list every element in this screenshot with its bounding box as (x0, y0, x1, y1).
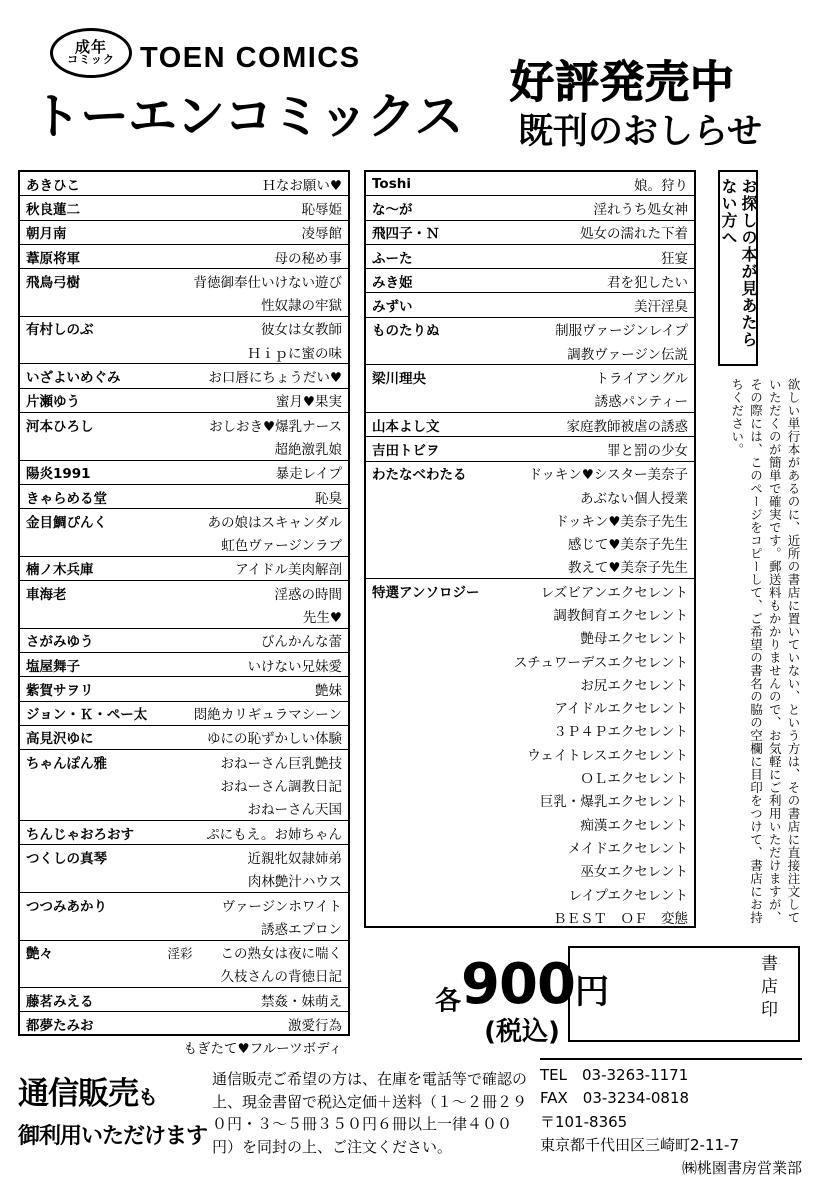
mailorder-headline-mo: も (138, 1085, 157, 1109)
catalog-column-left (18, 170, 350, 1058)
catalog-author: 有村しのぶ (26, 322, 94, 339)
catalog-title: 教えて♥美奈子先生 (499, 555, 694, 579)
catalog-author: さがみゆう (20, 628, 153, 652)
catalog-title: いけない兄妹愛 (153, 652, 348, 676)
vertical-notice-box (718, 170, 758, 366)
catalog-author (366, 905, 499, 928)
catalog-row (20, 677, 348, 701)
catalog-author (366, 602, 499, 625)
catalog-title: レイプエクセレント (568, 887, 688, 904)
catalog-row (20, 701, 348, 725)
catalog-title-prefix: 淫彩 (167, 946, 193, 962)
bookstore-stamp-label: 書店印 (757, 954, 777, 1023)
catalog-title: 蜜月♥果実 (153, 388, 348, 412)
price-amount: 900 (461, 952, 575, 1017)
catalog-author (366, 859, 499, 882)
catalog-author: いざよいめぐみ (20, 364, 153, 388)
catalog-row (20, 509, 348, 533)
catalog-row (366, 765, 694, 788)
catalog-author: 紫賀サヲリ (20, 677, 153, 701)
catalog-title: Ｈなお願い♥ (153, 172, 348, 196)
catalog-row (20, 821, 348, 845)
catalog-row (20, 244, 348, 268)
catalog-author: みずい (366, 293, 499, 317)
catalog-row (366, 812, 694, 835)
catalog-title: ドッキン♥美奈子先生 (555, 513, 688, 530)
catalog-title: Ｈｉｐに蜜の味 (153, 340, 348, 364)
catalog-row (20, 484, 348, 508)
catalog-row (366, 649, 694, 672)
catalog-title: 久枝さんの背徳日記 (153, 964, 348, 988)
catalog-author (366, 812, 499, 835)
catalog-row (366, 389, 694, 413)
catalog-row (20, 988, 348, 1012)
catalog-title: 禁姦・妹萌え (153, 988, 348, 1012)
catalog-row (20, 845, 348, 869)
badge-line-2: コミック (67, 54, 115, 66)
catalog-author: 金目鯛ぴんく (26, 514, 107, 531)
catalog-row (20, 581, 348, 605)
catalog-row (20, 604, 348, 628)
catalog-row (366, 461, 694, 485)
catalog-row (366, 602, 694, 625)
catalog-column-right (364, 170, 696, 928)
catalog-title: びんかんな蕾 (153, 628, 348, 652)
catalog-author: 吉田トビヲ (366, 437, 499, 461)
catalog-row (20, 412, 348, 436)
catalog-row (20, 196, 348, 220)
mailorder-headline-second: 御利用いただけます (18, 1124, 208, 1149)
catalog-row (20, 964, 348, 988)
catalog-row (20, 940, 348, 964)
catalog-row (366, 789, 694, 812)
catalog-title: 調教飼育エクセレント (553, 607, 688, 624)
catalog-author: 藤茗みえる (20, 988, 153, 1012)
catalog-title: 肉林艶汁ハウス (153, 869, 348, 893)
catalog-title: お尻エクセレント (580, 677, 688, 694)
catalog-title: 艶妹 (153, 677, 348, 701)
catalog-title: ぷにもえ。お姉ちゃん (153, 821, 348, 845)
catalog-row (20, 892, 348, 916)
catalog-row (20, 1012, 348, 1036)
catalog-row (366, 437, 694, 461)
catalog-author: つつみあかり (26, 898, 107, 915)
catalog-title: 近親牝奴隷姉弟 (247, 850, 342, 867)
vertical-notice-block (706, 170, 802, 928)
catalog-title: ヴァージンホワイト (221, 898, 342, 915)
catalog-author: 塩屋舞子 (20, 652, 153, 676)
catalog-author (366, 626, 499, 649)
catalog-title: 凌辱館 (153, 220, 348, 244)
catalog-title: 淫彩 この熟女は夜に喘く (167, 946, 342, 963)
catalog-row (20, 436, 348, 460)
catalog-title: 巨乳・爆乳エクセレント (539, 794, 688, 811)
catalog-author: ちゃんぽん雅 (26, 755, 107, 772)
catalog-title: 暴走レイプ (153, 460, 348, 484)
catalog-title: 君を犯したい (499, 269, 694, 293)
catalog-row (366, 412, 694, 436)
catalog-row (20, 916, 348, 940)
catalog-author (366, 742, 499, 765)
catalog-author (366, 765, 499, 788)
catalog-author: 飛四子・Ｎ (366, 220, 499, 244)
catalog-row (20, 652, 348, 676)
brand-japanese: トーエンコミックス (32, 88, 463, 145)
brand-english: TOEN COMICS (140, 42, 361, 74)
catalog-author (20, 916, 153, 940)
catalog-row (366, 696, 694, 719)
catalog-row (366, 742, 694, 765)
catalog-row (20, 1036, 348, 1059)
contact-address: 東京都千代田区三崎町2-11-7 (540, 1135, 740, 1154)
catalog-title: アイドルエクセレント (554, 701, 688, 718)
catalog-author: 片瀬ゆう (20, 388, 153, 412)
catalog-row (366, 365, 694, 389)
catalog-row (20, 797, 348, 821)
catalog-author: ふーた (366, 244, 499, 268)
catalog-author (366, 341, 499, 365)
badge-line-1: 成年 (74, 39, 107, 56)
catalog-author (20, 604, 153, 628)
catalog-author (366, 485, 499, 508)
catalog-row (20, 773, 348, 796)
catalog-title: おねーさん巨乳艶技 (220, 755, 342, 772)
vertical-notice-title: お探しの本が見あたらない方へ (719, 178, 758, 348)
catalog-row (20, 220, 348, 244)
catalog-title: 艶母エクセレント (580, 631, 688, 648)
catalog-author: 朝月南 (20, 220, 153, 244)
catalog-author (20, 1036, 153, 1059)
catalog-row (366, 220, 694, 244)
catalog-author (366, 389, 499, 413)
contact-fax: FAX 03-3234-0818 (540, 1089, 690, 1108)
catalog-row (366, 531, 694, 554)
catalog-table-left (20, 172, 348, 1059)
catalog-title: 巫女エクセレント (580, 864, 688, 881)
catalog-title: 母の秘め事 (153, 244, 348, 268)
catalog-author (366, 789, 499, 812)
catalog-title: ゆにの恥ずかしい体験 (153, 725, 348, 749)
catalog-title: トライアングル (595, 371, 688, 388)
price-prefix: 各 (435, 986, 462, 1017)
catalog-title: メイドエクセレント (567, 840, 688, 857)
catalog-title: もぎたて♥フルーツボディ (183, 1041, 342, 1058)
contact-zip: 〒101-8365 (540, 1112, 628, 1131)
catalog-author: 梁川理央 (372, 371, 426, 388)
catalog-title: 超絶激乳娘 (153, 436, 348, 460)
catalog-row (366, 579, 694, 603)
catalog-title: 処女の濡れた下着 (499, 220, 694, 244)
catalog-row (366, 719, 694, 742)
catalog-title: 誘惑エプロン (153, 916, 348, 940)
catalog-title: スチュワーデスエクセレント (514, 654, 688, 671)
catalog-row (20, 750, 348, 774)
catalog-author (366, 649, 499, 672)
catalog-title: あぶない個人授業 (580, 490, 688, 507)
catalog-row (20, 869, 348, 893)
catalog-author (366, 531, 499, 554)
mailorder-body: 通信販売ご希望の方は、在庫を電話等で確認の上、現金書留で税込定価＋送料（１〜２冊２９０円・３〜５冊３５０円６冊以上一律４００円）を同封の上、ご注文ください。 (212, 1070, 528, 1156)
catalog-title: 調教ヴァージン伝説 (499, 341, 694, 365)
catalog-author: 車海老 (26, 586, 67, 603)
catalog-row (20, 364, 348, 388)
catalog-title: 背徳御奉仕いけない遊び (193, 274, 342, 291)
catalog-row (20, 388, 348, 412)
catalog-row (366, 859, 694, 882)
catalog-title: レズビアンエクセレント (540, 584, 688, 601)
catalog-author: Toshi (366, 172, 499, 196)
catalog-title: 悶絶カリギュラマシーン (153, 701, 348, 725)
promo-subheadline: 既刊のおしらせ (518, 112, 762, 152)
catalog-row (366, 172, 694, 196)
contact-block (540, 1058, 802, 1180)
catalog-table-right (366, 172, 694, 929)
catalog-row (366, 485, 694, 508)
catalog-title: 罪と罰の少女 (499, 437, 694, 461)
mailorder-headline-main: 通信販売 (18, 1076, 138, 1112)
catalog-author (366, 835, 499, 858)
contact-company: ㈱桃園書房営業部 (681, 1159, 802, 1177)
catalog-row (20, 292, 348, 316)
catalog-row (366, 508, 694, 531)
catalog-title: 家庭教師被虐の誘惑 (499, 412, 694, 436)
adult-comic-badge (50, 28, 132, 78)
contact-tel: TEL 03-3263-1171 (540, 1066, 689, 1084)
vertical-notice-body: 欲しい単行本があるのに、近所の書店に置いていない、という方は、その書店に直接注文していただくのが簡単で確実です。郵送料もかかりませんので、お気軽にご利用いただけますが、その際には、このページをコピーして、ご希望の書名の脇の空欄に目印をつけて、書店にお持ちください。 (729, 378, 801, 924)
catalog-title: 感じて♥美奈子先生 (567, 537, 688, 554)
catalog-row (366, 555, 694, 579)
catalog-title: 彼女は女教師 (261, 322, 342, 339)
promo-headline: 好評発売中 (510, 57, 735, 108)
catalog-author: あきひこ (20, 172, 153, 196)
catalog-title: 誘惑パンティー (499, 389, 694, 413)
catalog-row (366, 882, 694, 905)
catalog-title: 痴漢エクセレント (580, 817, 688, 834)
catalog-title: 狂宴 (499, 244, 694, 268)
catalog-row (366, 835, 694, 858)
catalog-author: ジョン・Ｋ・ペー太 (20, 701, 153, 725)
catalog-row (20, 532, 348, 556)
catalog-title: 恥臭 (153, 484, 348, 508)
catalog-row (20, 316, 348, 340)
catalog-author: つくしの真琴 (26, 850, 107, 867)
catalog-title: 淫惑の時間 (274, 586, 342, 603)
catalog-author: 陽炎1991 (20, 460, 153, 484)
catalog-row (366, 672, 694, 695)
catalog-title: おねーさん調教日記 (220, 779, 342, 796)
price-tax: (税込) (484, 1017, 560, 1048)
catalog-title: 激愛行為 (288, 1018, 342, 1035)
catalog-title: 先生♥ (153, 604, 348, 628)
catalog-author (20, 436, 153, 460)
catalog-row (366, 341, 694, 365)
catalog-author (366, 882, 499, 905)
catalog-row (20, 172, 348, 196)
catalog-author (366, 719, 499, 742)
catalog-title: おしおき♥爆乳ナース (209, 418, 342, 435)
catalog-title: アイドル美肉解剖 (153, 556, 348, 580)
catalog-row (20, 460, 348, 484)
catalog-row (366, 317, 694, 341)
catalog-title: 恥辱姫 (153, 196, 348, 220)
catalog-row (20, 269, 348, 293)
catalog-title: ウェイトレスエクセレント (527, 747, 688, 764)
catalog-row (366, 905, 694, 928)
catalog-title: おねーさん天国 (153, 797, 348, 821)
catalog-author: 楠ノ木兵庫 (20, 556, 153, 580)
catalog-title: 制服ヴァージンレイプ (555, 323, 688, 340)
catalog-author (366, 508, 499, 531)
catalog-author (366, 696, 499, 719)
catalog-title: ＢＥＳＴ ＯＦ 変態 (553, 910, 688, 927)
catalog-author (366, 555, 499, 579)
bookstore-stamp-box (568, 946, 800, 1042)
catalog-author: 特選アンソロジー (372, 584, 480, 601)
catalog-title: あの娘はスキャンダル (207, 514, 342, 531)
catalog-title: 娘。狩り (499, 172, 694, 196)
catalog-author: 高見沢ゆに (20, 725, 153, 749)
catalog-title: ＯＬエクセレント (580, 771, 688, 788)
catalog-row (366, 196, 694, 220)
catalog-title: ３Ｐ４Ｐエクセレント (553, 724, 688, 741)
catalog-author: ちんじゃおろおす (20, 821, 153, 845)
catalog-title: 淫れうち処女神 (499, 196, 694, 220)
catalog-row (366, 293, 694, 317)
catalog-title: お口唇にちょうだい♥ (153, 364, 348, 388)
catalog-row (366, 269, 694, 293)
catalog-author: 葦原将軍 (20, 244, 153, 268)
catalog-author: みき姫 (366, 269, 499, 293)
catalog-title: ドッキン♥シスター美奈子 (528, 467, 688, 484)
catalog-row (20, 556, 348, 580)
catalog-author: 飛鳥弓樹 (26, 274, 80, 291)
catalog-author: ものたりぬ (372, 323, 440, 340)
catalog-author (366, 672, 499, 695)
catalog-title: 美汗淫臭 (499, 293, 694, 317)
catalog-author (20, 292, 153, 316)
catalog-row (20, 725, 348, 749)
catalog-title: 性奴隷の牢獄 (153, 292, 348, 316)
catalog-row (366, 244, 694, 268)
catalog-author: 秋良蓮二 (20, 196, 153, 220)
catalog-author: な〜が (366, 196, 499, 220)
catalog-author: 山本よし文 (366, 412, 499, 436)
catalog-author (20, 797, 153, 821)
catalog-author: きゃらめる堂 (20, 484, 153, 508)
catalog-row (366, 626, 694, 649)
catalog-author: わたなべわたる (372, 467, 467, 484)
catalog-title: 虹色ヴァージンラブ (153, 532, 348, 556)
catalog-author (20, 964, 153, 988)
catalog-row (20, 340, 348, 364)
catalog-author: 都夢たみお (26, 1018, 94, 1035)
price-yen: 円 (574, 972, 609, 1012)
page-header (18, 26, 800, 156)
catalog-author (20, 869, 153, 893)
mailorder-headline (18, 1068, 208, 1150)
catalog-author: 河本ひろし (26, 418, 94, 435)
catalog-author (20, 532, 153, 556)
catalog-author (20, 340, 153, 364)
catalog-row (20, 628, 348, 652)
catalog-author: 艶々 (26, 946, 53, 963)
catalog-author (20, 773, 153, 796)
